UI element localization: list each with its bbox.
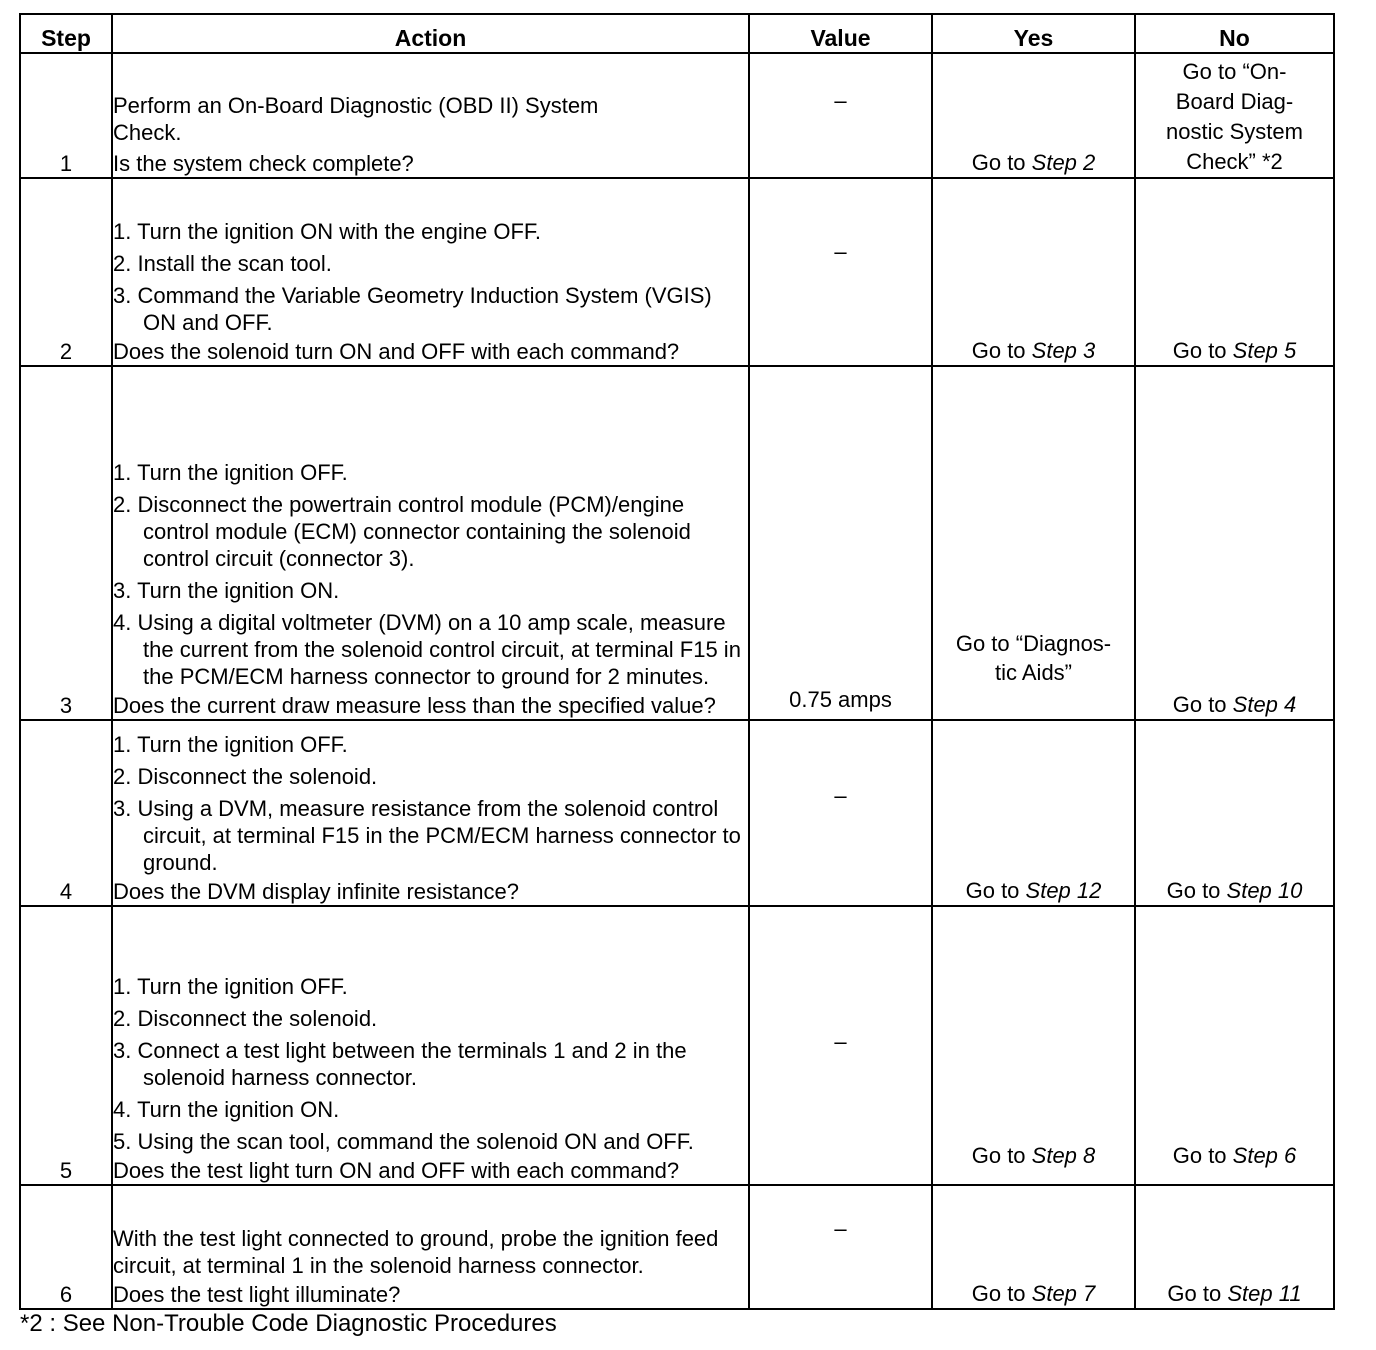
value-text: – <box>834 88 847 113</box>
header-yes: Yes <box>932 14 1135 53</box>
action-cell <box>112 366 749 720</box>
no-line: Check” *2 <box>1186 149 1283 174</box>
no-cell <box>1135 178 1334 366</box>
no-line: Go to “On- <box>1182 59 1287 84</box>
yes-prefix: Go to <box>971 338 1032 363</box>
action-item: 1. Turn the ignition OFF. <box>113 460 348 485</box>
value-cell <box>749 178 932 366</box>
yes-prefix: Go to <box>971 150 1032 175</box>
step-number: 5 <box>20 906 112 1185</box>
action-item: 4. Turn the ignition ON. <box>113 1097 340 1122</box>
footnote: *2 : See Non-Trouble Code Diagnostic Procedures <box>20 1310 557 1337</box>
yes-cell <box>932 53 1135 178</box>
no-cell <box>1135 906 1334 1185</box>
action-item: 3. Command the Variable Geometry Induction System (VGIS) ON and OFF. <box>113 283 712 335</box>
action-question: Does the test light turn ON and OFF with each command? <box>113 1158 680 1183</box>
table-row <box>20 366 1334 720</box>
action-text: With the test light connected to ground, probe the ignition feed circuit, at terminal 1 in the solenoid harness connector. <box>113 1226 719 1278</box>
action-question: Is the system check complete? <box>113 151 414 176</box>
header-step: Step <box>20 14 112 53</box>
value-text: – <box>834 239 847 264</box>
action-line: Check. <box>113 120 182 145</box>
yes-cell <box>932 178 1135 366</box>
yes-step-ref: Step 2 <box>1031 150 1096 175</box>
no-prefix: Go to <box>1166 878 1227 903</box>
no-step-ref: Step 10 <box>1226 878 1303 903</box>
no-prefix: Go to <box>1172 1143 1233 1168</box>
table-row <box>20 53 1334 178</box>
action-item: 1. Turn the ignition OFF. <box>113 974 348 999</box>
value-text: – <box>834 1029 847 1054</box>
action-item: 3. Using a DVM, measure resistance from the solenoid control circuit, at terminal F15 in the PCM/ECM harness connector to ground. <box>113 796 741 875</box>
no-prefix: Go to <box>1167 1281 1228 1306</box>
step-number: 1 <box>20 53 112 178</box>
yes-prefix: Go to <box>971 1281 1032 1306</box>
step-number: 3 <box>20 366 112 720</box>
table-row <box>20 720 1334 906</box>
yes-cell <box>932 1185 1135 1309</box>
step-number: 2 <box>20 178 112 366</box>
value-text: 0.75 amps <box>789 687 892 712</box>
no-line: nostic System <box>1166 119 1303 144</box>
action-item: 4. Using a digital voltmeter (DVM) on a 10 amp scale, measure the current from the solenoid control circuit, at terminal F15 in the PCM/ECM harness connector to ground for 2 minutes. <box>113 610 741 689</box>
value-cell <box>749 53 932 178</box>
value-cell <box>749 720 932 906</box>
action-cell <box>112 178 749 366</box>
yes-line: tic Aids” <box>994 660 1073 685</box>
no-step-ref: Step 5 <box>1232 338 1297 363</box>
header-value: Value <box>749 14 932 53</box>
action-item: 3. Turn the ignition ON. <box>113 578 340 603</box>
value-cell <box>749 366 932 720</box>
table-row <box>20 1185 1334 1309</box>
value-text: – <box>834 1216 847 1241</box>
table-row <box>20 178 1334 366</box>
action-item: 2. Install the scan tool. <box>113 251 332 276</box>
yes-line: Go to “Diagnos- <box>955 631 1112 656</box>
no-cell <box>1135 53 1334 178</box>
yes-prefix: Go to <box>971 1143 1032 1168</box>
action-cell <box>112 906 749 1185</box>
no-prefix: Go to <box>1172 338 1233 363</box>
yes-cell <box>932 366 1135 720</box>
action-item: 5. Using the scan tool, command the solenoid ON and OFF. <box>113 1129 694 1154</box>
table-row <box>20 906 1334 1185</box>
no-line: Board Diag- <box>1175 89 1294 114</box>
action-cell <box>112 720 749 906</box>
value-cell <box>749 1185 932 1309</box>
action-line: Perform an On-Board Diagnostic (OBD II) System <box>113 93 599 118</box>
step-number: 6 <box>20 1185 112 1309</box>
action-item: 2. Disconnect the solenoid. <box>113 764 378 789</box>
action-question: Does the solenoid turn ON and OFF with each command? <box>113 339 680 364</box>
action-cell <box>112 53 749 178</box>
yes-step-ref: Step 3 <box>1031 338 1096 363</box>
action-item: 1. Turn the ignition OFF. <box>113 732 348 757</box>
no-cell <box>1135 720 1334 906</box>
yes-step-ref: Step 8 <box>1031 1143 1096 1168</box>
action-item: 1. Turn the ignition ON with the engine OFF. <box>113 219 542 244</box>
header-no: No <box>1135 14 1334 53</box>
yes-step-ref: Step 12 <box>1025 878 1102 903</box>
value-cell <box>749 906 932 1185</box>
diagnostic-table <box>19 13 1335 1310</box>
step-number: 4 <box>20 720 112 906</box>
value-text: – <box>834 783 847 808</box>
action-item: 2. Disconnect the solenoid. <box>113 1006 378 1031</box>
no-cell <box>1135 1185 1334 1309</box>
no-cell <box>1135 366 1334 720</box>
header-row <box>20 14 1334 53</box>
action-item: 2. Disconnect the powertrain control module (PCM)/engine control module (ECM) connector containing the solenoid control circuit (connector 3). <box>113 492 691 571</box>
action-question: Does the test light illuminate? <box>113 1282 401 1307</box>
header-action: Action <box>112 14 749 53</box>
action-cell <box>112 1185 749 1309</box>
no-step-ref: Step 6 <box>1232 1143 1297 1168</box>
no-prefix: Go to <box>1172 692 1233 717</box>
yes-cell <box>932 906 1135 1185</box>
yes-step-ref: Step 7 <box>1031 1281 1096 1306</box>
no-step-ref: Step 11 <box>1227 1281 1302 1306</box>
action-question: Does the current draw measure less than the specified value? <box>113 693 716 718</box>
yes-prefix: Go to <box>965 878 1026 903</box>
action-item: 3. Connect a test light between the terminals 1 and 2 in the solenoid harness connector. <box>113 1038 687 1090</box>
no-step-ref: Step 4 <box>1232 692 1297 717</box>
action-question: Does the DVM display infinite resistance? <box>113 879 519 904</box>
yes-cell <box>932 720 1135 906</box>
